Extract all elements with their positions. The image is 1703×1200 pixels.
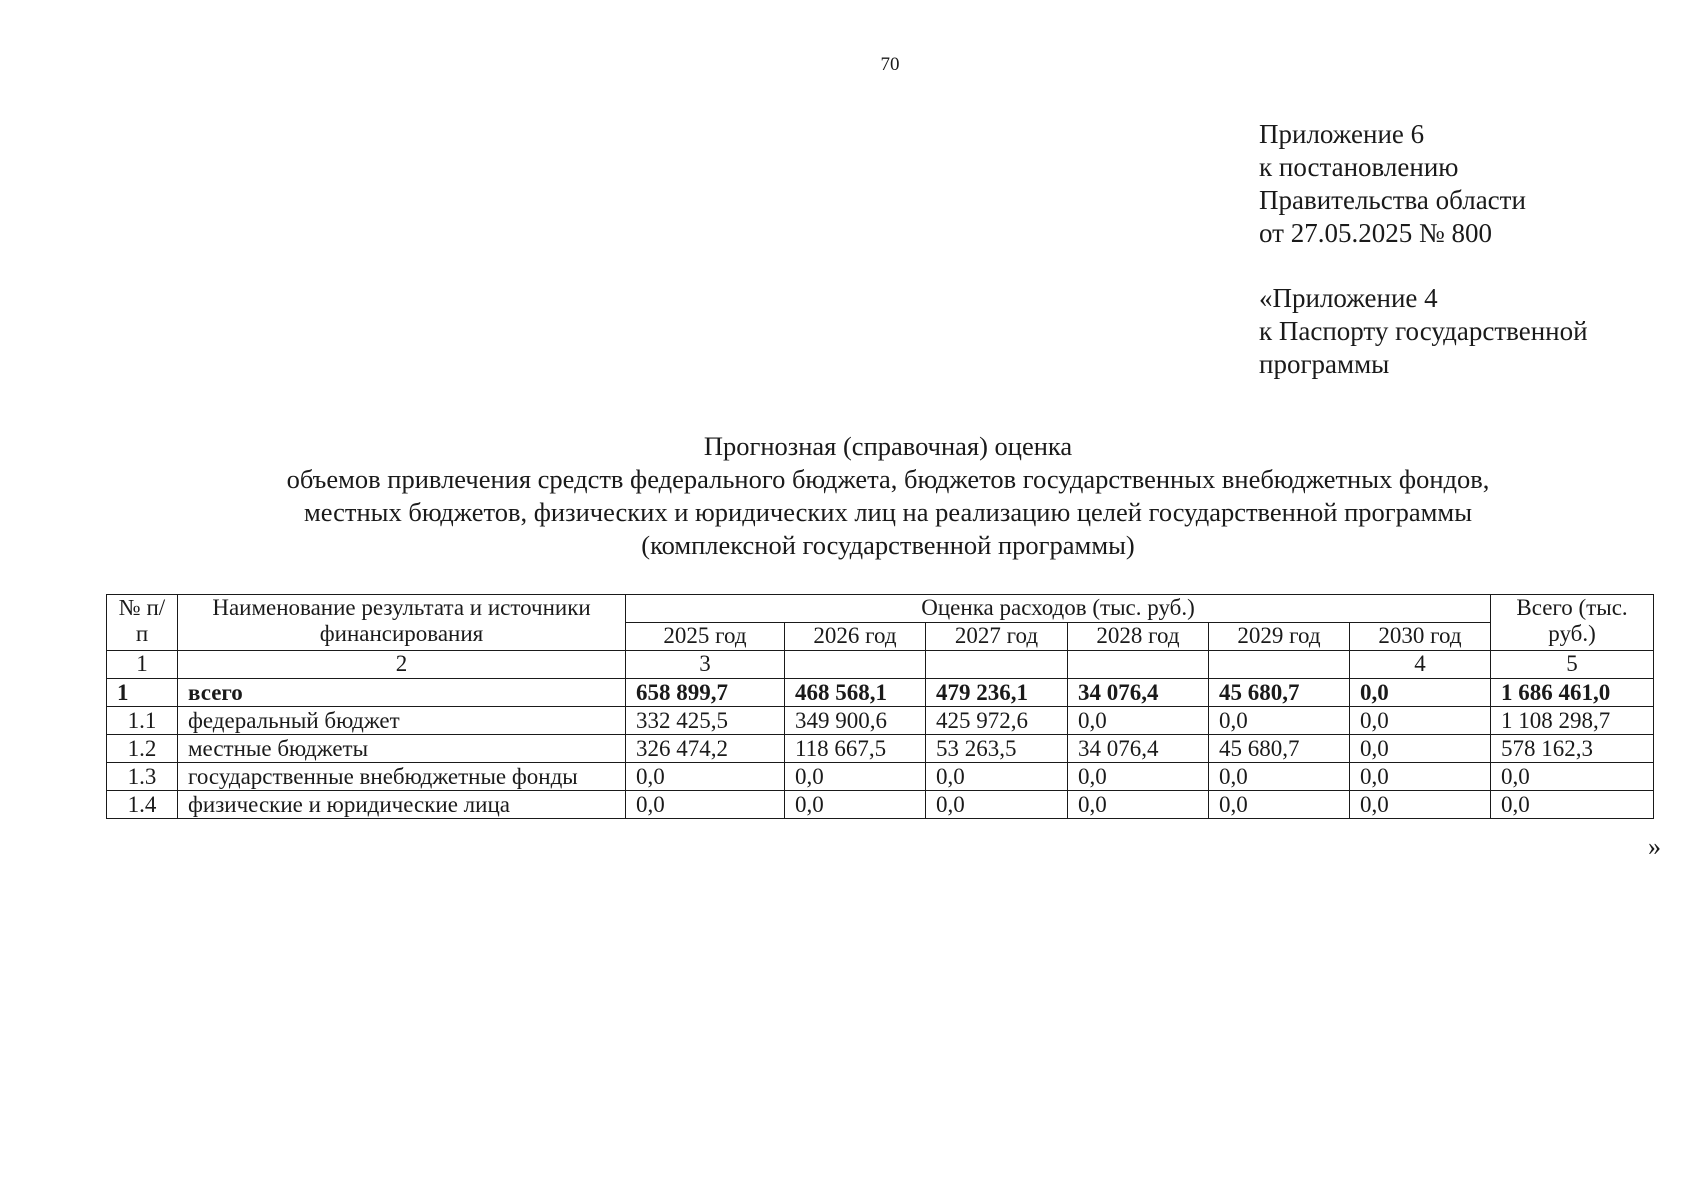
- row-name: местные бюджеты: [178, 735, 626, 763]
- row-value: 0,0: [926, 791, 1068, 819]
- row-value: 0,0: [626, 791, 785, 819]
- header-year: 2030 год: [1350, 623, 1491, 651]
- column-number: [1209, 651, 1350, 679]
- quoted-appendix-line: программы: [1259, 349, 1390, 379]
- row-name: государственные внебюджетные фонды: [178, 763, 626, 791]
- header-num-col: № п/п: [107, 595, 178, 651]
- row-value: 0,0: [1209, 791, 1350, 819]
- row-total: 578 162,3: [1491, 735, 1654, 763]
- row-value: 0,0: [1350, 679, 1491, 707]
- row-num: 1.4: [107, 791, 178, 819]
- quoted-appendix-line: к Паспорту государственной: [1259, 316, 1588, 346]
- document-title: [0, 430, 1703, 562]
- row-total: 0,0: [1491, 763, 1654, 791]
- row-value: 425 972,6: [926, 707, 1068, 735]
- appendix-line: от 27.05.2025 № 800: [1259, 218, 1492, 248]
- header-year: 2028 год: [1068, 623, 1209, 651]
- column-number: 1: [107, 651, 178, 679]
- appendix-line: к постановлению: [1259, 152, 1459, 182]
- row-value: 118 667,5: [785, 735, 926, 763]
- appendix-block: [1259, 118, 1526, 250]
- header-year: 2029 год: [1209, 623, 1350, 651]
- header-estimate-group: Оценка расходов (тыс. руб.): [626, 595, 1491, 623]
- row-value: 0,0: [785, 763, 926, 791]
- row-value: 0,0: [626, 763, 785, 791]
- row-value: 349 900,6: [785, 707, 926, 735]
- header-year: 2026 год: [785, 623, 926, 651]
- appendix-line: Правительства области: [1259, 185, 1526, 215]
- row-num: 1.1: [107, 707, 178, 735]
- row-value: 34 076,4: [1068, 735, 1209, 763]
- column-number: 2: [178, 651, 626, 679]
- appendix-line: Приложение 6: [1259, 119, 1425, 149]
- row-name: физические и юридические лица: [178, 791, 626, 819]
- title-line: объемов привлечения средств федерального бюджета, бюджетов государственных внебюджетных фондов,: [286, 464, 1490, 494]
- row-total: 1 686 461,0: [1491, 679, 1654, 707]
- column-number: [785, 651, 926, 679]
- header-total-col: Всего (тыс. руб.): [1491, 595, 1654, 651]
- row-value: 0,0: [1350, 763, 1491, 791]
- row-value: 45 680,7: [1209, 735, 1350, 763]
- row-total: 1 108 298,7: [1491, 707, 1654, 735]
- column-number: 3: [626, 651, 785, 679]
- row-name: федеральный бюджет: [178, 707, 626, 735]
- row-value: 332 425,5: [626, 707, 785, 735]
- row-value: 468 568,1: [785, 679, 926, 707]
- row-num: 1.2: [107, 735, 178, 763]
- table-row: [107, 791, 1654, 819]
- row-value: 326 474,2: [626, 735, 785, 763]
- table-row: [107, 707, 1654, 735]
- row-value: 0,0: [1068, 791, 1209, 819]
- row-value: 53 263,5: [926, 735, 1068, 763]
- table-row: [107, 679, 1654, 707]
- row-value: 0,0: [926, 763, 1068, 791]
- column-number: [1068, 651, 1209, 679]
- column-number: 4: [1350, 651, 1491, 679]
- column-number: 5: [1491, 651, 1654, 679]
- row-value: 45 680,7: [1209, 679, 1350, 707]
- row-value: 0,0: [1350, 735, 1491, 763]
- row-value: 0,0: [1068, 763, 1209, 791]
- title-line: Прогнозная (справочная) оценка: [703, 431, 1073, 461]
- row-value: 0,0: [1068, 707, 1209, 735]
- table-row: [107, 735, 1654, 763]
- row-value: 34 076,4: [1068, 679, 1209, 707]
- title-line: местных бюджетов, физических и юридических лиц на реализацию целей государственной программы: [303, 497, 1473, 527]
- row-name: всего: [178, 679, 626, 707]
- row-value: 0,0: [785, 791, 926, 819]
- quoted-appendix-line: «Приложение 4: [1259, 283, 1438, 313]
- header-name-col: Наименование результата и источники финансирования: [178, 595, 626, 651]
- table-body: [107, 679, 1654, 819]
- row-value: 479 236,1: [926, 679, 1068, 707]
- row-value: 0,0: [1209, 763, 1350, 791]
- header-year: 2025 год: [626, 623, 785, 651]
- closing-quote: »: [1648, 832, 1661, 861]
- header-year: 2027 год: [926, 623, 1068, 651]
- row-value: 658 899,7: [626, 679, 785, 707]
- row-num: 1: [107, 679, 178, 707]
- row-total: 0,0: [1491, 791, 1654, 819]
- column-number: [926, 651, 1068, 679]
- page-number: 70: [880, 54, 900, 75]
- row-value: 0,0: [1209, 707, 1350, 735]
- row-value: 0,0: [1350, 707, 1491, 735]
- row-num: 1.3: [107, 763, 178, 791]
- column-numbers-row: [107, 651, 1654, 679]
- row-value: 0,0: [1350, 791, 1491, 819]
- quoted-appendix-block: [1259, 282, 1588, 381]
- title-line: (комплексной государственной программы): [641, 530, 1135, 560]
- budget-table: [106, 594, 1654, 819]
- table-row: [107, 763, 1654, 791]
